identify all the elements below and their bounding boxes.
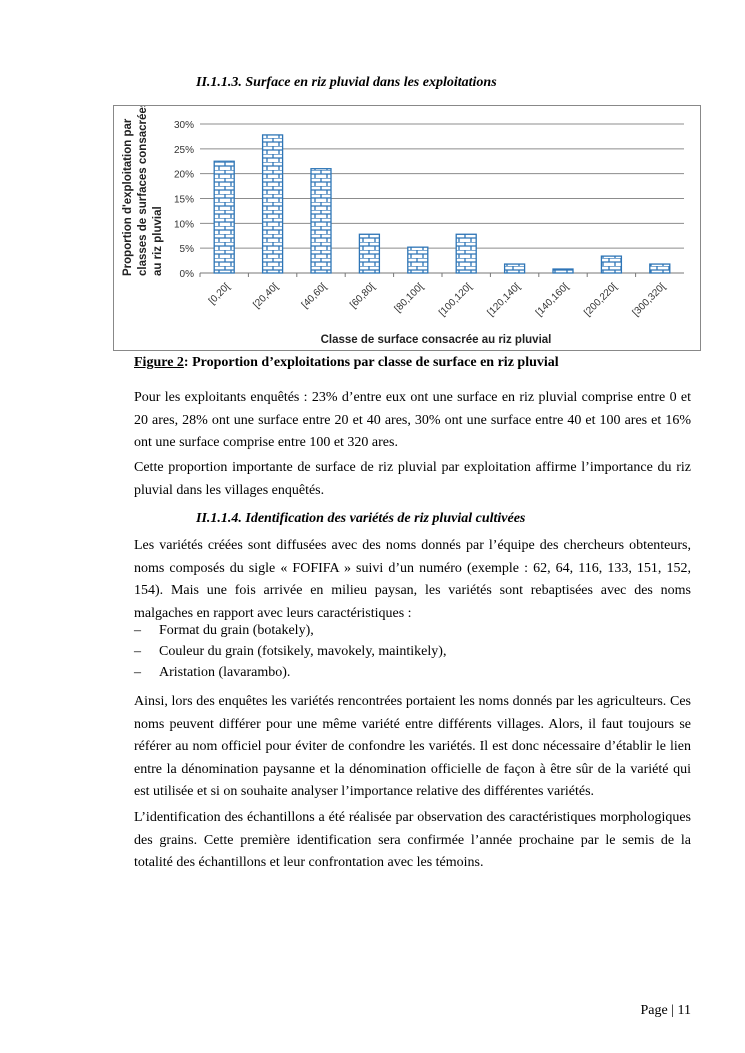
- bar-chart: [113, 105, 701, 351]
- paragraph: Pour les exploitants enquêtés : 23% d’entre eux ont une surface en riz pluvial comprise entre 0 et 20 ares, 28% ont une surface entre 20 et 40 ares, 30% ont une surface entre 40 et 100 ares et 16% ont une surface comprise entre 100 et 320 ares.: [134, 390, 691, 451]
- y-axis-label-line: au riz pluvial: [152, 206, 164, 276]
- paragraph: Cette proportion importante de surface de riz pluvial par exploitation affirme l’importance du riz pluvial dans les villages enquêtés.: [134, 460, 691, 498]
- list-item: – Format du grain (botakely),: [134, 620, 691, 641]
- x-tick-label: [120,140[: [485, 281, 523, 319]
- x-tick-label: [40,60[: [299, 281, 330, 311]
- x-tick-label: [80,100[: [392, 281, 426, 315]
- x-tick-label: [20,40[: [251, 281, 281, 311]
- x-axis-label: Classe de surface consacrée au riz pluvial: [320, 334, 552, 346]
- bar: [214, 161, 234, 273]
- y-axis-label-line: Proportion d'exploitation par: [122, 118, 134, 276]
- y-tick-label: 20%: [173, 169, 194, 181]
- bar: [601, 256, 621, 273]
- figure-label: Figure 2: [134, 355, 184, 370]
- page-number: Page | 11: [640, 1003, 691, 1018]
- variety-criteria-list: [134, 620, 691, 683]
- bar: [408, 247, 428, 273]
- list-item: – Aristation (lavarambo).: [134, 662, 691, 683]
- bar: [359, 234, 379, 273]
- paragraph: L’identification des échantillons a été réalisée par observation des caractéristiques morphologiques des grains. Cette première identification sera confirmée l’année prochaine par le semis de la totalité des échantillons et leur confrontation avec les témoins.: [134, 810, 691, 871]
- bar: [311, 169, 331, 273]
- bar: [553, 269, 573, 273]
- y-tick-label: 10%: [173, 219, 194, 231]
- chart-svg: [114, 106, 700, 350]
- figure-caption-text: : Proportion d’exploitations par classe de surface en riz pluvial: [183, 355, 559, 370]
- y-tick-label: 5%: [179, 244, 194, 256]
- x-tick-label: [300,320[: [630, 281, 668, 319]
- x-tick-label: [200,220[: [582, 281, 620, 319]
- section-heading: II.1.1.4. Identification des variétés de riz pluvial cultivées: [196, 511, 526, 526]
- bar: [650, 264, 670, 273]
- section-heading: II.1.1.3. Surface en riz pluvial dans les exploitations: [196, 75, 497, 90]
- bar: [456, 234, 476, 273]
- figure-caption: [134, 355, 559, 371]
- bar: [263, 135, 283, 273]
- x-tick-label: [60,80[: [348, 281, 378, 311]
- y-axis-label-line: classes de surfaces consacrées: [137, 106, 149, 276]
- list-item: – Couleur du grain (fotsikely, mavokely, maintikely),: [134, 641, 691, 662]
- y-tick-label: 30%: [173, 120, 194, 131]
- y-tick-label: 25%: [173, 144, 194, 156]
- bar: [505, 264, 525, 273]
- x-tick-label: [140,160[: [533, 281, 572, 319]
- x-tick-label: [0,20[: [206, 281, 233, 307]
- paragraph: Ainsi, lors des enquêtes les variétés rencontrées portaient les noms donnés par les agriculteurs. Ces noms peuvent différer pour une même variété entre différents villages. Alors, il faut toujours se référer au nom officiel pour éviter de confondre les variétés. Il est donc nécessaire d’établir le lien entre la dénomination paysanne et la dénomination officielle de façon à être sûr de la variété qui est utilisée et si on souhaite analyser l’importance relative des différentes variétés.: [134, 694, 691, 800]
- x-tick-label: [100,120[: [437, 281, 475, 319]
- y-tick-label: 0%: [179, 269, 194, 280]
- y-tick-label: 15%: [173, 194, 194, 206]
- paragraph: Les variétés créées sont diffusées avec des noms donnés par l’équipe des chercheurs obtenteurs, noms composés du sigle « FOFIFA » suivi d’un numéro (exemple : 62, 64, 116, 133, 151, 152, 154). Mais une fois arrivée en milieu paysan, les variétés sont rebaptisées avec des noms malgaches en rapport avec leurs caractéristiques :: [134, 538, 691, 621]
